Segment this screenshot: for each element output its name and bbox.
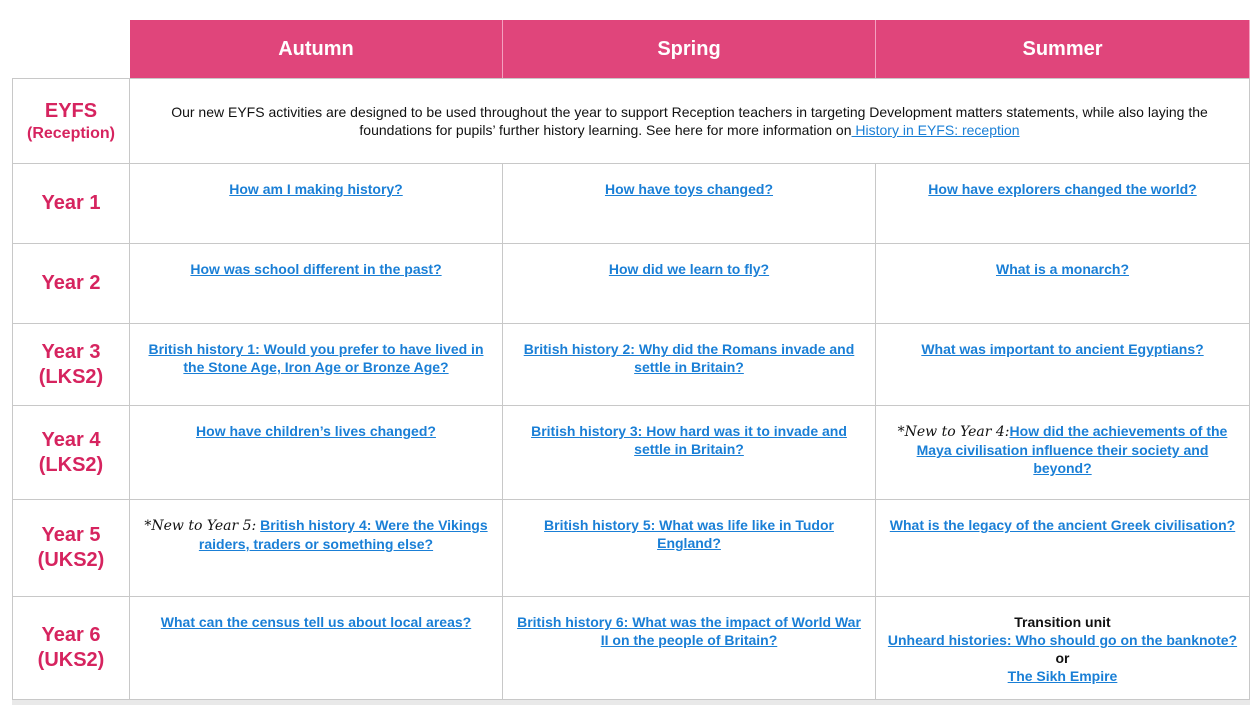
cell-year1-spring [503,164,876,244]
cell-year5-spring [503,500,876,597]
unit-link[interactable]: How have toys changed? [604,181,774,197]
cell-year6-summer [876,597,1250,700]
cell-year2-spring [503,244,876,324]
cell-year1-autumn [130,164,503,244]
unit-link[interactable]: What can the census tell us about local areas? [160,614,472,630]
cell-year3-summer [876,324,1250,406]
unit-link[interactable]: British history 1: Would you prefer to have lived in the Stone Age, Iron Age or Bronze Age? [148,341,484,375]
unit-link[interactable]: How did we learn to fly? [608,261,770,277]
new-unit-note: *New to Year 4: [897,424,1010,440]
row-label-text: Year 1 [41,192,101,214]
eyfs-description [130,78,1250,164]
row-label-text: Year 5 [41,524,101,546]
row-label-eyfs [12,78,130,164]
eyfs-description-text: Our new EYFS activities are designed to be used throughout the year to support Reception teachers in targeting Development matters statements, while also laying the foundations for pupils’ further history learning. See here for more information on [171,104,1208,138]
unit-link[interactable]: How have explorers changed the world? [928,181,1197,197]
unit-link[interactable]: British history 5: What was life like in Tudor England? [544,517,834,551]
cell-year3-autumn [130,324,503,406]
cell-year4-summer [876,406,1250,500]
cell-year2-autumn [130,244,503,324]
unit-link[interactable]: What was important to ancient Egyptians? [921,341,1204,357]
column-header-spring: Spring [503,20,876,78]
cell-year3-spring [503,324,876,406]
table-corner [12,20,130,78]
unit-link[interactable]: What is a monarch? [995,261,1130,277]
curriculum-table [12,20,1250,700]
new-unit-note: *New to Year 5: [144,518,257,534]
row-label-text: Year 3 [41,340,101,363]
unit-link[interactable]: British history 2: Why did the Romans invade and settle in Britain? [523,341,855,375]
unit-link[interactable]: British history 6: What was the impact of World War II on the people of Britain? [517,614,861,648]
cell-year4-spring [503,406,876,500]
row-label-year6 [12,597,130,700]
unit-link[interactable]: How did the achievements of the Maya civilisation influence their society and beyond? [916,423,1228,476]
cell-year4-autumn [130,406,503,500]
row-label-text: Year 4 [41,428,101,451]
row-label-year3 [12,324,130,406]
row-label-sub: (UKS2) [37,549,105,571]
cell-year2-summer [876,244,1250,324]
row-label-year5 [12,500,130,597]
cell-year6-autumn [130,597,503,700]
row-label-sub: (UKS2) [37,649,105,671]
unit-link[interactable]: British history 4: Were the Vikings raiders, traders or something else? [198,517,488,552]
unit-link[interactable]: How am I making history? [229,181,403,197]
column-header-autumn: Autumn [130,20,503,78]
row-label-year1 [12,164,130,244]
unit-link[interactable]: Unheard histories: Who should go on the banknote? [887,632,1238,648]
or-separator: or [1055,650,1070,666]
cell-year6-spring [503,597,876,700]
cell-year5-autumn [130,500,503,597]
eyfs-link[interactable]: History in EYFS: reception [851,122,1020,138]
row-label-text: Year 2 [41,272,101,294]
row-label-text: EYFS [44,99,98,122]
transition-unit-title: Transition unit [1014,614,1111,630]
page-bottom-divider [12,700,1250,705]
row-label-year2 [12,244,130,324]
cell-year1-summer [876,164,1250,244]
unit-link[interactable]: How have children’s lives changed? [196,423,436,439]
row-label-sub: (LKS2) [38,453,104,476]
column-header-summer: Summer [876,20,1250,78]
row-label-sub: (Reception) [27,124,115,142]
unit-link[interactable]: The Sikh Empire [1007,668,1118,684]
row-label-year4 [12,406,130,500]
row-label-text: Year 6 [41,624,101,646]
cell-year5-summer [876,500,1250,597]
row-label-sub: (LKS2) [38,365,104,388]
unit-link[interactable]: British history 3: How hard was it to invade and settle in Britain? [531,423,847,457]
unit-link[interactable]: How was school different in the past? [190,261,442,277]
unit-link[interactable]: What is the legacy of the ancient Greek civilisation? [889,517,1236,533]
